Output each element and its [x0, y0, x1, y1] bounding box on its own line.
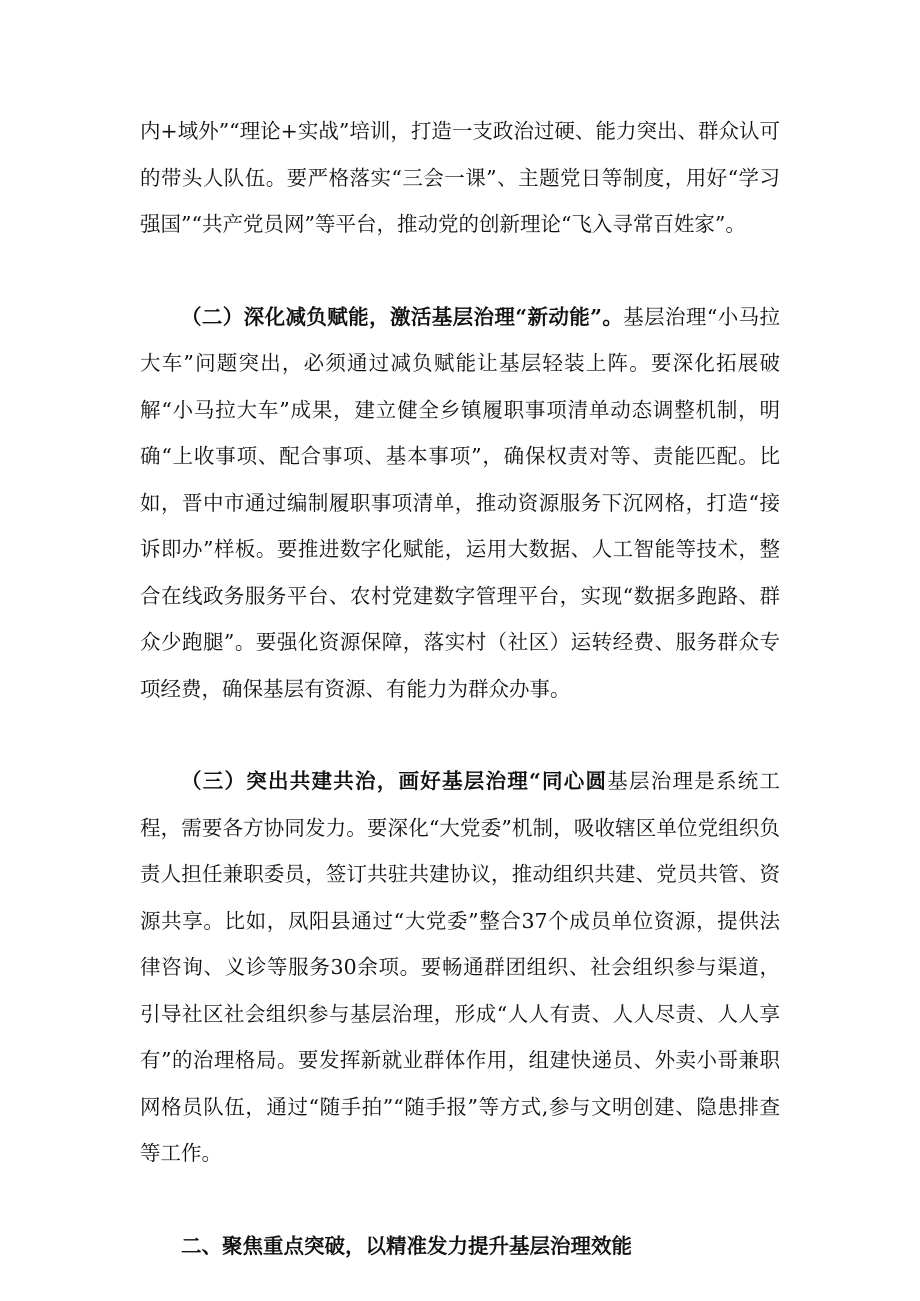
- paragraph-gap: [140, 1177, 780, 1223]
- paragraph-reduce-burden: [140, 294, 780, 713]
- paragraph-text: 基层治理“小马拉大车”问题突出，必须通过减负赋能让基层轻装上阵。要深化拓展破解“小马拉大车”成果，建立健全乡镇履职事项清单动态调整机制，明确“上收事项、配合事项、基本事项”，确保权责对等、责能匹配。比如，晋中市通过编制履职事项清单，推动资源服务下沉网格，打造“接诉即办”样板。要推进数字化赋能，运用大数据、人工智能等技术，整合在线政务服务平台、农村党建数字管理平台，实现“数据多跑路、群众少跑腿”。要强化资源保障，落实村（社区）运转经费、服务群众专项经费，确保基层有资源、有能力为群众办事。: [140, 304, 780, 701]
- paragraph-gap: [140, 712, 780, 758]
- subsection-title-3: （三）突出共建共治，画好基层治理“同心圆: [181, 769, 608, 793]
- paragraph-text: 基层治理是系统工程，需要各方协同发力。要深化“大党委”机制，吸收辖区单位党组织负责人担任兼职委员，签订共驻共建协议，推动组织共建、党员共管、资源共享。比如，凤阳县通过“大党委”整合37个成员单位资源，提供法律咨询、义诊等服务30余项。要畅通群团组织、社会组织参与渠道，引导社区社会组织参与基层治理，形成“人人有责、人人尽责、人人享有”的治理格局。要发挥新就业群体作用，组建快递员、外卖小哥兼职网格员队伍，通过“随手拍”“随手报”等方式,参与文明创建、隐患排查等工作。: [140, 769, 781, 1165]
- paragraph-training-continuation: [140, 108, 780, 248]
- paragraph-gap: [140, 248, 780, 294]
- document-body: [140, 108, 780, 1269]
- paragraph-co-governance: [140, 758, 780, 1177]
- paragraph-text: 内+域外”“理论+实战”培训，打造一支政治过硬、能力突出、群众认可的带头人队伍。要严格落实“三会一课”、主题党日等制度，用好“学习强国”“共产党员网”等平台，推动党的创新理论“飞入寻常百姓家”。: [140, 119, 780, 236]
- subsection-title-2: （二）深化减负赋能，激活基层治理“新动能”。: [181, 304, 624, 329]
- section-heading-2: 二、聚焦重点突破，以精准发力提升基层治理效能: [181, 1233, 632, 1258]
